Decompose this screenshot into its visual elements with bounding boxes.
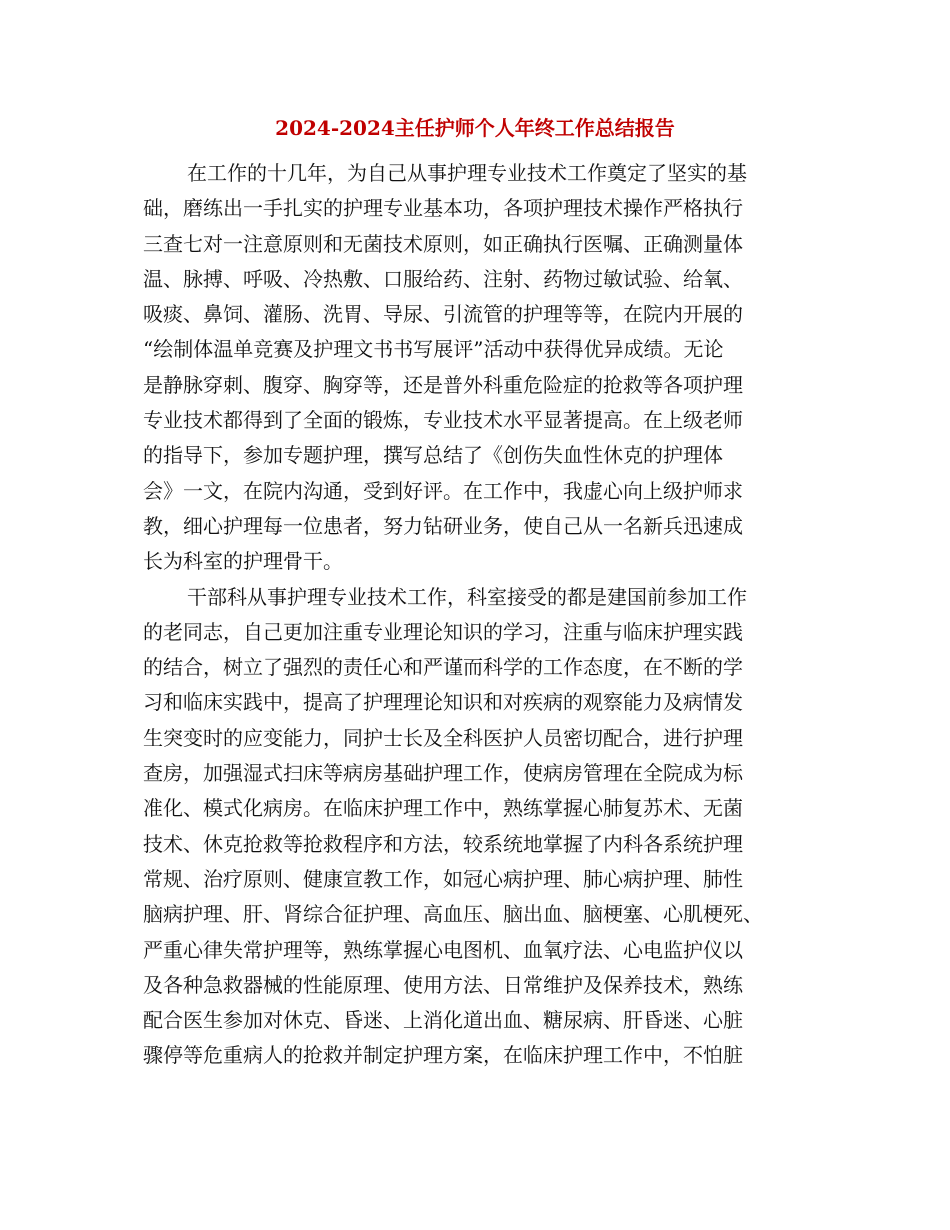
document-title: 2024-2024主任护师个人年终工作总结报告 — [275, 116, 675, 140]
text-line: 的指导下，参加专题护理，撰写总结了《创伤失血性休克的护理体 — [143, 443, 723, 468]
text-line: 查房，加强湿式扫床等病房基础护理工作，使病房管理在全院成为标 — [143, 761, 743, 786]
text-line: 骤停等危重病人的抢救并制定护理方案，在临床护理工作中，不怕脏 — [143, 1043, 743, 1068]
text-line: 专业技术都得到了全面的锻炼，专业技术水平显著提高。在上级老师 — [143, 408, 743, 433]
text-line: 温、脉搏、呼吸、冷热敷、口服给药、注射、药物过敏试验、给氧、 — [143, 266, 743, 291]
text-line: 长为科室的护理骨干。 — [143, 549, 343, 574]
text-line: 的老同志，自己更加注重专业理论知识的学习，注重与临床护理实践 — [143, 619, 743, 644]
text-line: 的结合，树立了强烈的责任心和严谨而科学的工作态度，在不断的学 — [143, 655, 743, 680]
text-line: 配合医生参加对休克、昏迷、上消化道出血、糖尿病、肝昏迷、心脏 — [143, 1008, 743, 1033]
text-line: 脑病护理、肝、肾综合征护理、高血压、脑出血、脑梗塞、心肌梗死、 — [143, 902, 763, 927]
text-line: 准化、模式化病房。在临床护理工作中，熟练掌握心肺复苏术、无菌 — [143, 796, 743, 821]
text-line: “绘制体温单竞赛及护理文书书写展评”活动中获得优异成绩。无论 — [143, 337, 724, 362]
paragraph-2 — [143, 580, 803, 1074]
text-line: 及各种急救器械的性能原理、使用方法、日常维护及保养技术，熟练 — [143, 972, 743, 997]
text-line: 常规、治疗原则、健康宣教工作，如冠心病护理、肺心病护理、肺性 — [143, 866, 743, 891]
text-line: 生突变时的应变能力，同护士长及全科医护人员密切配合，进行护理 — [143, 725, 743, 750]
text-line: 三查七对一注意原则和无菌技术原则，如正确执行医嘱、正确测量体 — [143, 231, 743, 256]
text-line: 教，细心护理每一位患者，努力钻研业务，使自己从一名新兵迅速成 — [143, 513, 743, 538]
text-line: 吸痰、鼻饲、灌肠、洗胃、导尿、引流管的护理等等，在院内开展的 — [143, 302, 743, 327]
text-line: 严重心律失常护理等，熟练掌握心电图机、血氧疗法、心电监护仪以 — [143, 937, 743, 962]
text-line: 础，磨练出一手扎实的护理专业基本功，各项护理技术操作严格执行 — [143, 196, 743, 221]
text-line: 技术、休克抢救等抢救程序和方法，较系统地掌握了内科各系统护理 — [143, 831, 743, 856]
paragraph-1 — [143, 156, 803, 580]
document-body — [143, 156, 803, 1074]
text-line: 干部科从事护理专业技术工作，科室接受的都是建国前参加工作 — [187, 584, 747, 609]
text-line: 习和临床实践中，提高了护理理论知识和对疾病的观察能力及病情发 — [143, 690, 743, 715]
text-line: 会》一文，在院内沟通，受到好评。在工作中，我虚心向上级护师求 — [143, 478, 743, 503]
text-line: 是静脉穿刺、腹穿、胸穿等，还是普外科重危险症的抢救等各项护理 — [143, 372, 743, 397]
text-line: 在工作的十几年，为自己从事护理专业技术工作奠定了坚实的基 — [187, 161, 747, 185]
